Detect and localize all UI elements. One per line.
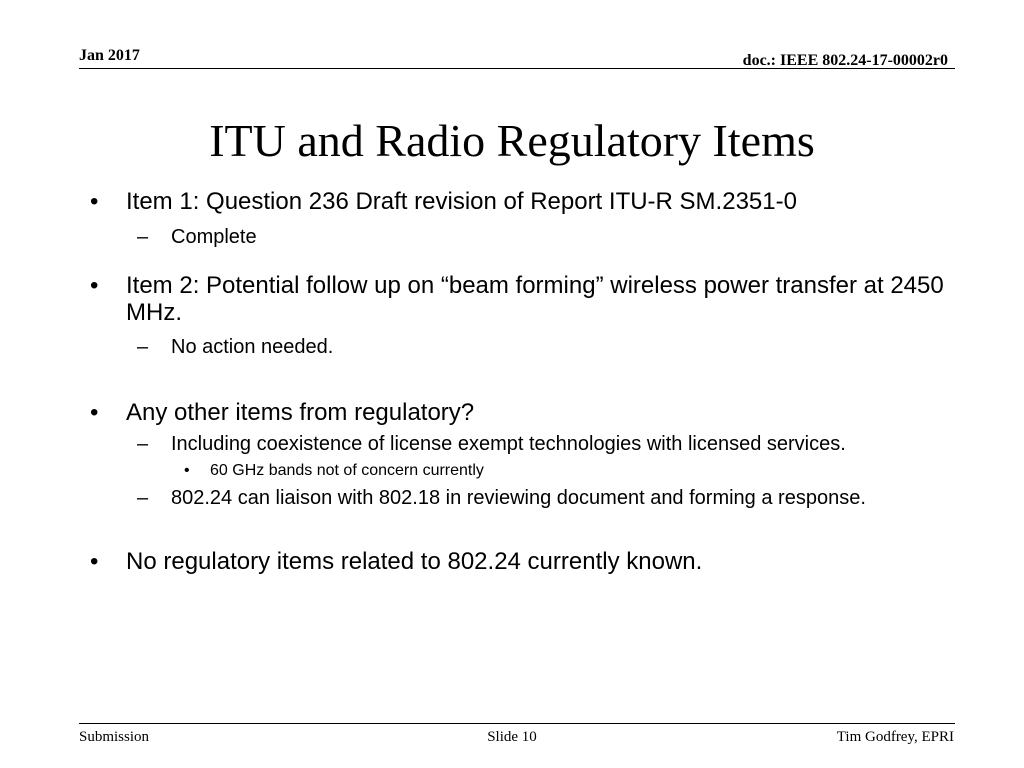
sub-bullet-complete: – Complete bbox=[90, 226, 950, 249]
footer-slide-number: Slide 10 bbox=[487, 729, 537, 745]
bullet-no-regulatory-items: • No regulatory items related to 802.24 currently known. bbox=[90, 548, 950, 575]
footer-author: Tim Godfrey, EPRI bbox=[836, 729, 954, 745]
bullet-other-items: • Any other items from regulatory? bbox=[90, 399, 950, 426]
bullet-item-1: • Item 1: Question 236 Draft revision of Report ITU-R SM.2351-0 bbox=[90, 188, 950, 215]
header-date: Jan 2017 bbox=[79, 47, 140, 64]
footer-divider bbox=[79, 723, 955, 724]
sub-bullet-liaison: – 802.24 can liaison with 802.18 in reviewing document and forming a response. bbox=[90, 487, 950, 510]
slide-title: ITU and Radio Regulatory Items bbox=[209, 115, 815, 166]
sub-bullet-no-action: – No action needed. bbox=[90, 336, 950, 359]
header-document-id: doc.: IEEE 802.24-17-00002r0 bbox=[742, 52, 948, 69]
footer-submission: Submission bbox=[79, 729, 150, 745]
header-divider bbox=[79, 68, 955, 69]
slide-body bbox=[90, 188, 950, 575]
bullet-item-2: • Item 2: Potential follow up on “beam forming” wireless power transfer at 2450 MHz. bbox=[90, 272, 950, 326]
sub-bullet-coexistence: – Including coexistence of license exempt technologies with licensed services. bbox=[90, 433, 950, 456]
sub-sub-bullet-60ghz: • 60 GHz bands not of concern currently bbox=[90, 461, 950, 481]
